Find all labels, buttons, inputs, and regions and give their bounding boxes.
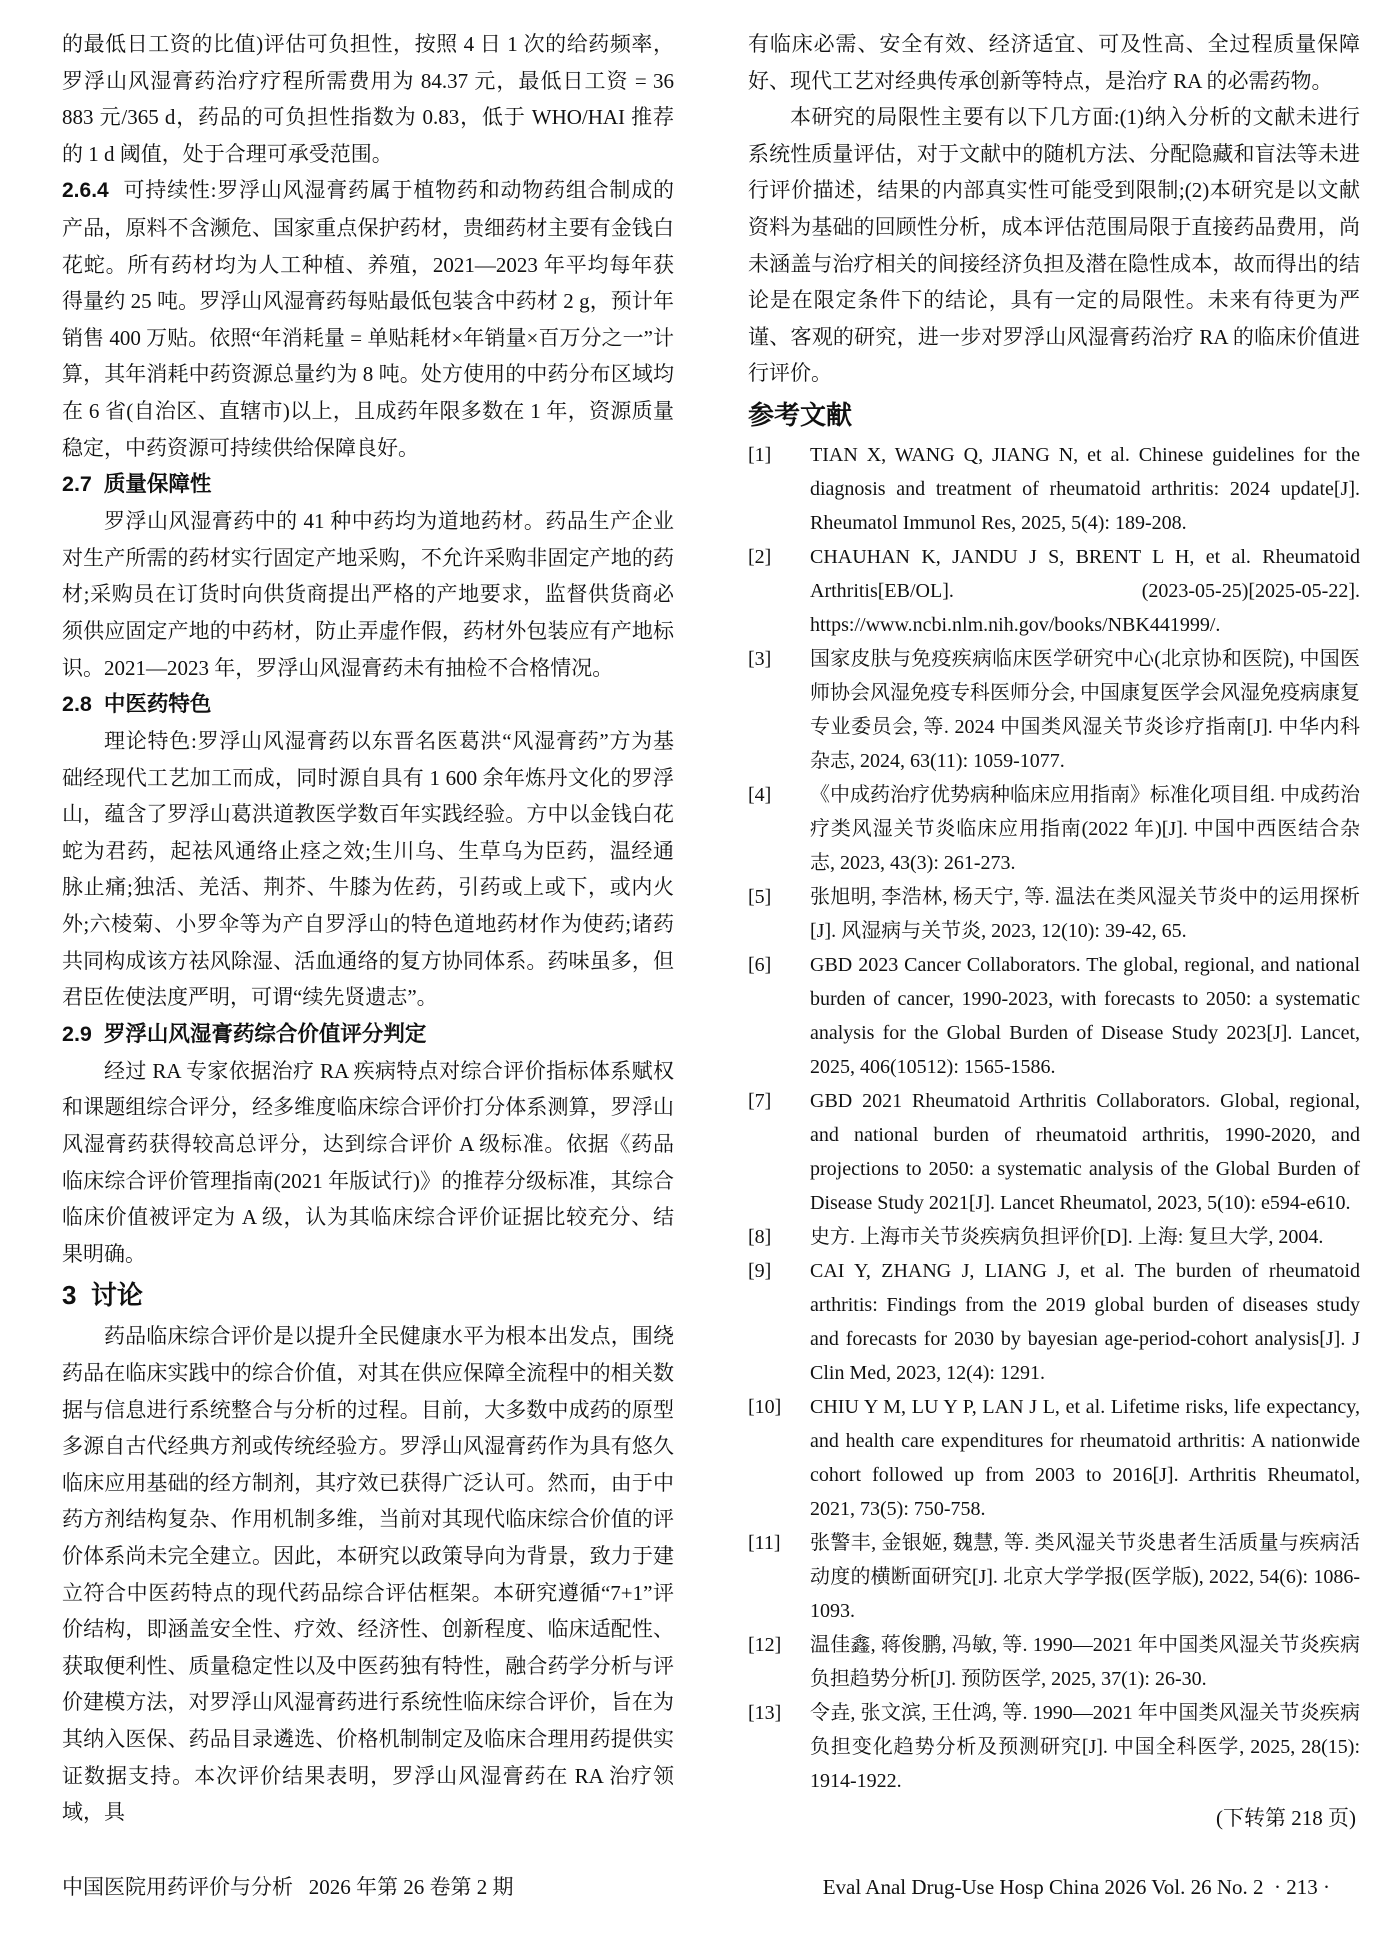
reference-item — [748, 1220, 1360, 1254]
reference-item — [748, 778, 1360, 880]
reference-item — [748, 642, 1360, 778]
reference-text: TIAN X, WANG Q, JIANG N, et al. Chinese guidelines for the diagnosis and treatment of rheumatoid arthritis: 2024 update[J]. Rheumatol Immunol Res, 2025, 5(4): 189-208. — [810, 443, 1360, 534]
reference-label: [8] — [748, 1225, 772, 1248]
references-heading: 参考文献 — [748, 399, 853, 430]
footer-journal-title-cn: 中国医院用药评价与分析 2026 年第 26 卷第 2 期 — [62, 1875, 514, 1899]
reference-item — [748, 438, 1360, 540]
reference-item — [748, 1696, 1360, 1798]
reference-label: [2] — [748, 545, 772, 568]
heading-2-9: 2.9 罗浮山风湿膏药综合价值评分判定 — [62, 1021, 427, 1046]
reference-label: [13] — [748, 1701, 782, 1724]
reference-text: 国家皮肤与免疫疾病临床医学研究中心(北京协和医院), 中国医师协会风湿免疫专科医师分会, 中国康复医学会风湿免疫病康复专业委员会, 等. 2024 中国类风湿关节炎诊疗指南[J]. 中华内科杂志, 2024, 63(11): 1059-1077. — [810, 647, 1360, 772]
reference-item — [748, 880, 1360, 948]
section-2-6-4 — [62, 172, 674, 466]
reference-text: 张旭明, 李浩林, 杨天宁, 等. 温法在类风湿关节炎中的运用探析[J]. 风湿病与关节炎, 2023, 12(10): 39-42, 65. — [810, 885, 1360, 942]
reference-text: GBD 2021 Rheumatoid Arthritis Collaborators. Global, regional, and national burden of rheumatoid arthritis, 1990-2020, and projections to 2050: a systematic analysis of the Global Burden of Disease Study 2021[J]. Lancet Rheumatol, 2023, 5(10): e594-e610. — [810, 1089, 1360, 1214]
heading-2-8: 2.8 中医药特色 — [62, 692, 212, 717]
reference-text: 《中成药治疗优势病种临床应用指南》标准化项目组. 中成药治疗类风湿关节炎临床应用指南(2022 年)[J]. 中国中西医结合杂志, 2023, 43(3): 261-273. — [810, 783, 1360, 874]
reference-label: [10] — [748, 1395, 782, 1418]
reference-text: 令垚, 张文滨, 王仕鸿, 等. 1990—2021 年中国类风湿关节炎疾病负担变化趋势分析及预测研究[J]. 中国全科医学, 2025, 28(15): 1914-1922. — [810, 1701, 1360, 1792]
reference-item — [748, 1628, 1360, 1696]
continued-paragraph-right: 有临床必需、安全有效、经济适宜、可及性高、全过程质量保障好、现代工艺对经典传承创新等特点，是治疗 RA 的必需药物。 — [748, 32, 1360, 93]
reference-label: [6] — [748, 953, 772, 976]
right-column — [748, 26, 1360, 1940]
reference-text: 温佳鑫, 蒋俊鹏, 冯敏, 等. 1990—2021 年中国类风湿关节炎疾病负担趋势分析[J]. 预防医学, 2025, 37(1): 26-30. — [810, 1633, 1360, 1690]
reference-item — [748, 1254, 1360, 1390]
footer — [62, 1872, 1330, 1902]
reference-text: 张警丰, 金银姬, 魏慧, 等. 类风湿关节炎患者生活质量与疾病活动度的横断面研究[J]. 北京大学学报(医学版), 2022, 54(6): 1086-1093. — [810, 1531, 1360, 1622]
reference-label: [12] — [748, 1633, 782, 1656]
reference-item — [748, 540, 1360, 642]
paragraph-2-7: 罗浮山风湿膏药中的 41 种中药均为道地药材。药品生产企业对生产所需的药材实行固定产地采购，不允许采购非固定产地的药材;采购员在订货时向供货商提出严格的产地要求，监督供货商必须供应固定产地的中药材，防止弄虚作假，药材外包装应有产地标识。2021—2023 年，罗浮山风湿膏药未有抽检不合格情况。 — [62, 509, 674, 680]
reference-label: [7] — [748, 1089, 772, 1112]
reference-text: CAI Y, ZHANG J, LIANG J, et al. The burden of rheumatoid arthritis: Findings from the 2019 global burden of diseases study and forecasts for 2030 by bayesian age-period-cohort analysis[J]. J Clin Med, 2023, 12(4): 1291. — [810, 1259, 1360, 1384]
section-2-6-4-text: 可持续性:罗浮山风湿膏药属于植物药和动物药组合制成的产品，原料不含濒危、国家重点保护药材，贵细药材主要有金钱白花蛇。所有药材均为人工种植、养殖，2021—2023 年平均每年获得量约 25 吨。罗浮山风湿膏药每贴最低包装含中药材 2 g，预计年销售 400 万贴。依照“年消耗量 = 单贴耗材×年销量×百万分之一”计算，其年消耗中药资源总量约为 8 吨。处方使用的中药分布区域均在 6 省(自治区、直辖市)以上，且成药年限多数在 1 年，资源质量稳定，中药资源可持续供给保障良好。 — [62, 178, 674, 460]
heading-3-discussion: 3 讨论 — [62, 1280, 143, 1311]
reference-item — [748, 1526, 1360, 1628]
reference-label: [4] — [748, 783, 772, 806]
reference-item — [748, 948, 1360, 1084]
reference-text: CHIU Y M, LU Y P, LAN J L, et al. Lifetime risks, life expectancy, and health care expenditures for rheumatoid arthritis: A nationwide cohort followed up from 2003 to 2016[J]. Arthritis Rheumatol, 2021, 73(5): 750-758. — [810, 1395, 1360, 1520]
reference-label: [5] — [748, 885, 772, 908]
paragraph-2-9: 经过 RA 专家依据治疗 RA 疾病特点对综合评价指标体系赋权和课题组综合评分，经多维度临床综合评价打分体系测算，罗浮山风湿膏药获得较高总评分，达到综合评价 A 级标准。依据《药品临床综合评价管理指南(2021 年版试行)》的推荐分级标准，其综合临床价值被评定为 A 级，认为其临床综合评价证据比较充分、结果明确。 — [62, 1058, 674, 1266]
reference-item — [748, 1084, 1360, 1220]
reference-text: GBD 2023 Cancer Collaborators. The global, regional, and national burden of cancer, 1990-2023, with forecasts to 2050: a systematic analysis for the Global Burden of Disease Study 2023[J]. Lancet, 2025, 406(10512): 1565-1586. — [810, 953, 1360, 1078]
reference-item — [748, 1390, 1360, 1526]
limitations-paragraph: 本研究的局限性主要有以下几方面:(1)纳入分析的文献未进行系统性质量评估，对于文献中的随机方法、分配隐藏和盲法等未进行评价描述，结果的内部真实性可能受到限制;(2)本研究是以文献资料为基础的回顾性分析，成本评估范围局限于直接药品费用，尚未涵盖与治疗相关的间接经济负担及潜在隐性成本，故而得出的结论是在限定条件下的结论，具有一定的局限性。未来有待更为严谨、客观的研究，进一步对罗浮山风湿膏药治疗 RA 的临床价值进行评价。 — [748, 105, 1360, 386]
left-column — [62, 26, 674, 1940]
reference-label: [3] — [748, 647, 772, 670]
paragraph-2-8: 理论特色:罗浮山风湿膏药以东晋名医葛洪“风湿膏药”方为基础经现代工艺加工而成，同时源自具有 1 600 余年炼丹文化的罗浮山，蕴含了罗浮山葛洪道教医学数百年实践经验。方中以金钱白花蛇为君药，起祛风通络止痉之效;生川乌、生草乌为臣药，温经通脉止痛;独活、羌活、荆芥、牛膝为佐药，引药或上或下，或内火外;六棱菊、小罗伞等为产自罗浮山的特色道地药材作为使药;诸药共同构成该方祛风除湿、活血通络的复方协同体系。药味虽多，但君臣佐使法度严明，可谓“续先贤遗志”。 — [62, 729, 674, 1010]
footer-journal-title-en-page-number: Eval Anal Drug-Use Hosp China 2026 Vol. 26 No. 2 · 213 · — [822, 1875, 1330, 1899]
reference-label: [11] — [748, 1531, 781, 1554]
section-2-6-4-number: 2.6.4 — [62, 179, 109, 203]
reference-label: [9] — [748, 1259, 772, 1282]
reference-text: 史方. 上海市关节炎疾病负担评价[D]. 上海: 复旦大学, 2004. — [810, 1225, 1324, 1248]
reference-label: [1] — [748, 443, 772, 466]
continued-paragraph: 的最低日工资的比值)评估可负担性，按照 4 日 1 次的给药频率，罗浮山风湿膏药治疗疗程所需费用为 84.37 元，最低日工资 = 36 883 元/365 d，药品的可负担性指数为 0.83，低于 WHO/HAI 推荐的 1 d 阈值，处于合理可承受范围。 — [62, 32, 674, 166]
heading-2-7: 2.7 质量保障性 — [62, 472, 212, 497]
reference-text: CHAUHAN K, JANDU J S, BRENT L H, et al. Rheumatoid Arthritis[EB/OL]. (2023-05-25)[2025-05-22]. https://www.ncbi.nlm.nih.gov/books/NBK441999/. — [810, 545, 1360, 636]
continuation-note: (下转第 218 页) — [1216, 1805, 1356, 1830]
paragraph-discussion: 药品临床综合评价是以提升全民健康水平为根本出发点，围绕药品在临床实践中的综合价值，对其在供应保障全流程中的相关数据与信息进行系统整合与分析的过程。目前，大多数中成药的原型多源自古代经典方剂或传统经验方。罗浮山风湿膏药作为具有悠久临床应用基础的经方制剂，其疗效已获得广泛认可。然而，由于中药方剂结构复杂、作用机制多维，当前对其现代临床综合价值的评价体系尚未完全建立。因此，本研究以政策导向为背景，致力于建立符合中医药特点的现代药品综合评估框架。本研究遵循“7+1”评价结构，即涵盖安全性、疗效、经济性、创新程度、临床适配性、获取便利性、质量稳定性以及中医药独有特性，融合药学分析与评价建模方法，对罗浮山风湿膏药进行系统性临床综合评价，旨在为其纳入医保、药品目录遴选、价格机制制定及临床合理用药提供实证数据支持。本次评价结果表明，罗浮山风湿膏药在 RA 治疗领域，具 — [62, 1324, 674, 1825]
